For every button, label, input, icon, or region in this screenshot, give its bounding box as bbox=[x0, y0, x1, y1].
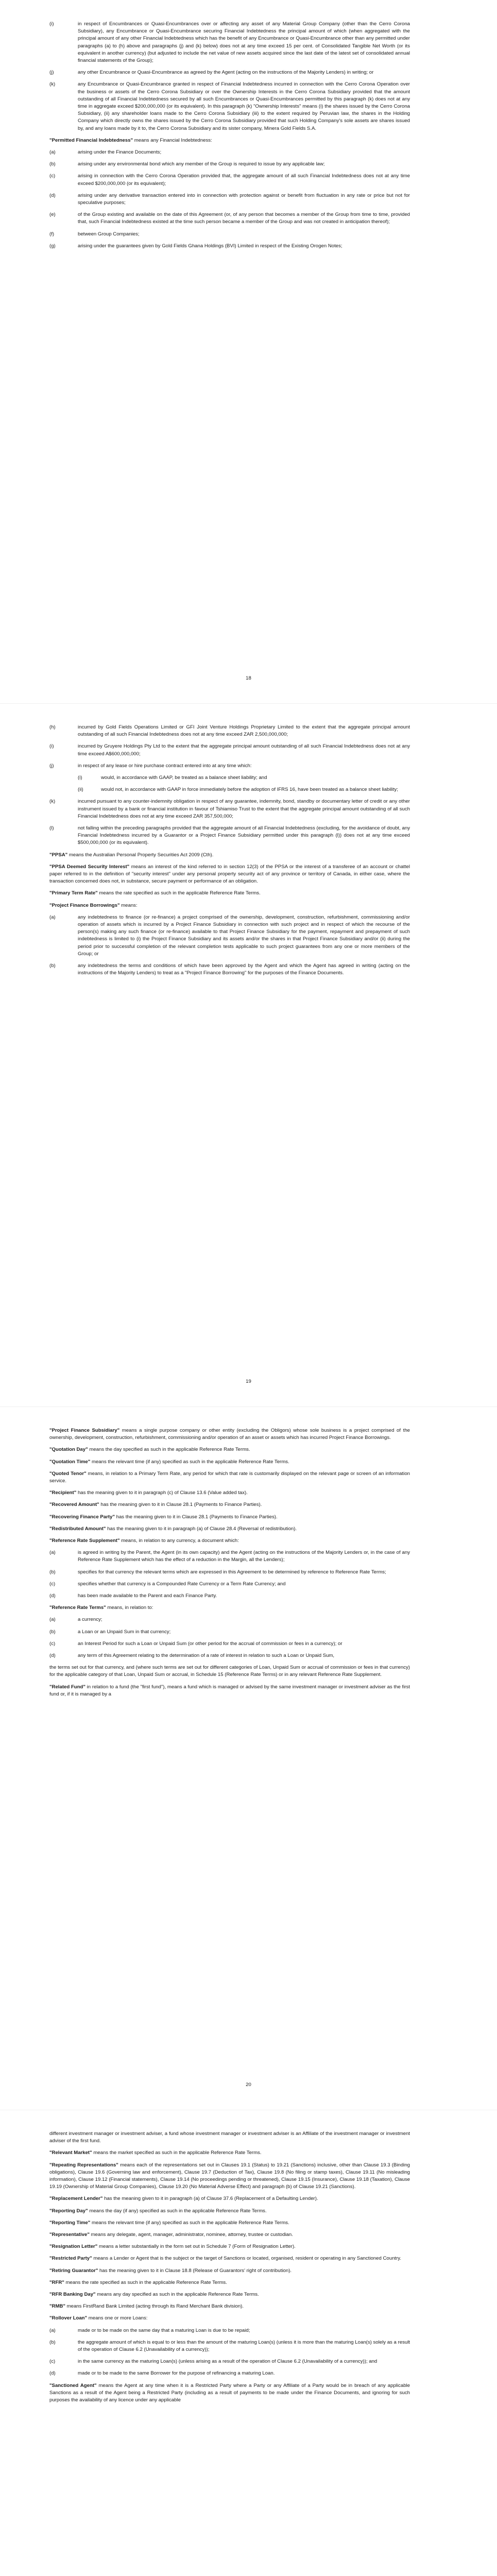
list-item bbox=[49, 1652, 410, 1659]
definition-paragraph bbox=[49, 2130, 410, 2145]
item-text: any term of this Agreement relating to the determination of a rate of interest in relation to such a Loan or Unpaid Sum, bbox=[78, 1653, 335, 1659]
item-text: a currency; bbox=[78, 1617, 102, 1623]
definition-text: means the day specified as such in the applicable Reference Rate Terms. bbox=[88, 1447, 250, 1453]
definition-text: means a Lender or Agent that is the subject or the target of Sanctions or located, organised, resident or operating in any Sanctioned Country. bbox=[92, 2256, 402, 2262]
definition-paragraph bbox=[49, 1514, 410, 1521]
definition-paragraph bbox=[49, 2291, 410, 2298]
defined-term: "Project Finance Borrowings" bbox=[49, 902, 120, 908]
defined-term: "Quotation Day" bbox=[49, 1447, 88, 1453]
defined-term: "Quotation Time" bbox=[49, 1459, 91, 1465]
list-item bbox=[49, 211, 410, 226]
item-label: (a) bbox=[49, 1550, 56, 1556]
list-item bbox=[49, 149, 410, 156]
item-text: an Interest Period for such a Loan or Unpaid Sum (or other period for the accrual of commission or fees in a currency); or bbox=[78, 1640, 342, 1647]
definition-text: has the meaning given to it in Clause 28.1 (Payments to Finance Parties). bbox=[114, 1514, 278, 1520]
list-item bbox=[49, 1640, 410, 1648]
definition-text: means the rate specified as such in the applicable Reference Rate Terms. bbox=[97, 890, 261, 896]
page-number: 19 bbox=[246, 1379, 251, 1384]
definition-text: has the meaning given to it in paragraph (a) of Clause 28.4 (Reversal of redistribution). bbox=[106, 1526, 297, 1532]
page-20-content bbox=[49, 1427, 410, 1703]
definition-paragraph bbox=[49, 1446, 410, 1453]
item-label: (b) bbox=[49, 161, 56, 167]
page-number: 20 bbox=[246, 2082, 251, 2088]
list-item bbox=[49, 2358, 410, 2365]
item-label: (g) bbox=[49, 243, 56, 249]
item-label: (a) bbox=[49, 914, 56, 920]
definition-text: the terms set out for that currency, and (where such terms are set out for different categories of Loan, Unpaid Sum or accrual of commission or fees in that currency) for the applicable category of that Loan, Unpaid Sum or accrual, in Schedule 15 (Reference Rate Terms) or in any relevant Reference Rate Supplement. bbox=[49, 1665, 410, 1678]
defined-term: "Restricted Party" bbox=[49, 2256, 92, 2262]
item-text: incurred by Gruyere Holdings Pty Ltd to the extent that the aggregate principal amount outstanding of all such Financial Indebtedness does not at any time exceed A$600,000,000; bbox=[78, 743, 410, 757]
definition-text: means FirstRand Bank Limited (acting through its Rand Merchant Bank division). bbox=[65, 2303, 244, 2310]
item-label: (d) bbox=[49, 1593, 56, 1599]
defined-term: "Reporting Time" bbox=[49, 2219, 91, 2226]
list-item bbox=[49, 81, 410, 132]
definition-paragraph bbox=[49, 2382, 410, 2404]
list-item bbox=[49, 2370, 410, 2377]
item-text: in respect of any lease or hire purchase contract entered into at any time which: bbox=[78, 762, 252, 769]
defined-term: "Rollover Loan" bbox=[49, 2315, 88, 2321]
definition-text: means a single purpose company or other entity (excluding the Obligors) whose sole business is a project comprised of the ownership, development, construction, refurbishment, commissioning and/or operation of an asset or assets which has incurred Project Finance Borrowings. bbox=[49, 1428, 410, 1441]
item-label: (i) bbox=[49, 21, 54, 27]
item-text: any indebtedness to finance (or re-finance) a project comprised of the ownership, development, construction, refurbishment, commissioning and/or operation of assets which is incurred by a Project Finance Subsidiary in connection with such project and in respect of which the recourse of the person(s) making any such finance (or re-finance) available to that Project Finance Subsidiary for the payment, repayment and prepayment of such indebtedness is limited to (i) the Project Finance Subsidiary and its assets and/or the shares in that Project Finance Subsidiary and/or (ii) during the period prior to successful completion of the relevant completion tests applicable to such project guarantees from any one or more members of the Group; or bbox=[78, 914, 410, 957]
item-text: a Loan or an Unpaid Sum in that currency; bbox=[78, 1629, 171, 1635]
defined-term: "Related Fund" bbox=[49, 1684, 85, 1690]
page-18-content bbox=[49, 21, 410, 255]
definition-paragraph bbox=[49, 902, 410, 909]
defined-term: "Quoted Tenor" bbox=[49, 1470, 87, 1477]
definition-paragraph bbox=[49, 1470, 410, 1485]
item-label: (c) bbox=[49, 1581, 56, 1587]
definition-text: means the relevant time (if any) specified as such in the applicable Reference Rate Terms. bbox=[90, 2219, 289, 2226]
page-21-content bbox=[49, 2130, 410, 2409]
definition-paragraph bbox=[49, 2149, 410, 2157]
definition-text: means, in relation to any currency, a document which: bbox=[119, 1538, 239, 1544]
definition-text: means one or more Loans: bbox=[87, 2315, 148, 2321]
defined-term: "Project Finance Subsidiary" bbox=[49, 1428, 120, 1433]
definition-text: different investment manager or investment adviser, a fund whose investment manager or investment adviser is an Affiliate of the investment manager or investment adviser of the first fund. bbox=[49, 2131, 410, 2144]
item-label: (b) bbox=[49, 1569, 56, 1575]
defined-term: "RMB" bbox=[49, 2303, 65, 2310]
definition-paragraph bbox=[49, 1684, 410, 1698]
item-label: (f) bbox=[49, 231, 55, 237]
definition-paragraph bbox=[49, 2219, 410, 2227]
item-text: in respect of Encumbrances or Quasi-Encumbrances over or affecting any asset of any Material Group Company (other than the Cerro Corona Subsidiary), any Encumbrance or Quasi-Encumbrance securing Financial Indebtedness the principal amount of which (when aggregated with the principal amount of any other Financial Indebtedness which has the benefit of any Encumbrance or Quasi-Encumbrance other than any permitted under paragraphs (a) to (h) above and paragraphs (j) and (k) below) does not at any time exceed 15 per cent. of Consolidated Tangible Net Worth (or its equivalent in another currency) (but adjusted to include the net value of new assets acquired since the last date of the latest set of consolidated annual financial statements of the Group); bbox=[78, 21, 410, 64]
item-text: any other Encumbrance or Quasi-Encumbrance as agreed by the Agent (acting on the instructions of the Majority Lenders) in writing; or bbox=[78, 70, 374, 76]
definition-paragraph bbox=[49, 890, 410, 897]
item-label: (ii) bbox=[78, 787, 83, 793]
definition-text: means the day (if any) specified as such in the applicable Reference Rate Terms. bbox=[88, 2208, 267, 2214]
item-text: of the Group existing and available on the date of this Agreement (or, of any person that becomes a member of the Group from time to time, provided that, such Financial Indebtedness existed at the time such person became a member of the Group and was not created in anticipation thereof); bbox=[78, 212, 410, 225]
defined-term: "Reference Rate Supplement" bbox=[49, 1538, 120, 1544]
definition-paragraph bbox=[49, 852, 410, 859]
list-item bbox=[49, 21, 410, 64]
item-label: (c) bbox=[49, 173, 56, 179]
defined-term: "RFR" bbox=[49, 2279, 64, 2285]
definition-text: means the relevant time (if any) specified as such in the applicable Reference Rate Terms. bbox=[90, 1459, 289, 1465]
definition-paragraph bbox=[49, 2255, 410, 2262]
item-text: would not, in accordance with GAAP in force immediately before the adoption of IFRS 16, have been treated as a balance sheet liability; bbox=[101, 787, 398, 793]
item-text: arising under any environmental bond which any member of the Group is required to issue by any applicable law; bbox=[78, 161, 325, 167]
item-label: (a) bbox=[49, 2327, 56, 2333]
item-text: between Group Companies; bbox=[78, 231, 140, 237]
definition-text: means, in relation to: bbox=[106, 1605, 153, 1611]
list-item bbox=[49, 192, 410, 207]
definition-text: means, in relation to a Primary Term Rate, any period for which that rate is customarily displayed on the relevant page or screen of an information service. bbox=[49, 1470, 410, 1484]
definition-paragraph bbox=[49, 1489, 410, 1497]
item-label: (k) bbox=[49, 81, 56, 88]
definition-text: has the meaning given to it in Clause 28.1 (Payments to Finance Parties). bbox=[99, 1502, 262, 1508]
definition-text: has the meaning given to it in paragraph (c) of Clause 13.6 (Value added tax). bbox=[76, 1490, 248, 1496]
definition-paragraph bbox=[49, 1501, 410, 1509]
item-label: (d) bbox=[49, 1653, 56, 1659]
defined-term: "Reporting Day" bbox=[49, 2208, 88, 2214]
list-item bbox=[49, 1549, 410, 1564]
list-item bbox=[49, 1616, 410, 1623]
item-text: any Encumbrance or Quasi-Encumbrance granted in respect of Financial Indebtedness incurred in connection with the Cerro Corona Operation over the business or assets of the Cerro Corona Subsidiary or over the Ownership Interests in the Cerro Corona Subsidiary provided that the amount outstanding of all Financial Indebtedness secured by all such Encumbrances or Quasi-Encumbrances permitted by this paragraph (k) does not at any time in aggregate exceed $200,000,000 (or its equivalent). In this paragraph (k) "Ownership Interests" means (i) the shares issued by the Cerro Corona Subsidiary, (ii) any shareholder loans made to the Cerro Corona Subsidiary (iii) to the extent required by Peruvian law, the shares in the Holding Company which directly owns the shares issued by the Cerro Corona Subsidiary provided that such Holding Company's sole assets are shares issued by, and any loans made by it to, the Cerro Corona Subsidiary and its sister company, Minera Gold Fields S.A. bbox=[78, 81, 410, 131]
item-label: (d) bbox=[49, 192, 56, 198]
item-label: (k) bbox=[49, 799, 56, 805]
list-item bbox=[49, 825, 410, 847]
definition-paragraph bbox=[49, 2162, 410, 2191]
definition-text: means the Agent at any time when it is a Restricted Party where a Party or any Affiliate of a Party would be in breach of any applicable Sanctions as a result of the Agent being a Restricted Party (including as a result of payments to be made under the Finance Documents, and ignoring for such purposes the availability of any licence under any applicable bbox=[49, 2382, 410, 2403]
item-text: is agreed in writing by the Parent, the Agent (in its own capacity) and the Agent (acting on the instructions of the Majority Lenders or, in the case of any Reference Rate Supplement which has the effect of a reduction in the Margin, all the Lenders); bbox=[78, 1550, 410, 1563]
item-text: arising under the Finance Documents; bbox=[78, 149, 162, 156]
defined-term: "Representative" bbox=[49, 2232, 90, 2238]
defined-term: "Recipient" bbox=[49, 1490, 77, 1496]
item-text: arising under any derivative transaction entered into in connection with protection against or benefit from fluctuation in any rate or price but not for speculative purposes; bbox=[78, 192, 410, 206]
item-text: would, in accordance with GAAP, be treated as a balance sheet liability; and bbox=[101, 775, 267, 781]
definition-paragraph bbox=[49, 2267, 410, 2275]
page-separator bbox=[0, 1406, 497, 1407]
list-item bbox=[49, 743, 410, 757]
definition-text: means any day specified as such in the applicable Reference Rate Terms. bbox=[95, 2292, 259, 2298]
item-label: (i) bbox=[78, 775, 82, 781]
defined-term: "Primary Term Rate" bbox=[49, 890, 98, 896]
item-text: arising under the guarantees given by Gold Fields Ghana Holdings (BVI) Limited in respect of the Existing Orogen Notes; bbox=[78, 243, 342, 249]
list-item bbox=[49, 243, 410, 250]
defined-term: "Reference Rate Terms" bbox=[49, 1605, 106, 1611]
item-label: (i) bbox=[49, 743, 54, 750]
definition-paragraph bbox=[49, 2195, 410, 2202]
defined-term: "Replacement Lender" bbox=[49, 2196, 103, 2202]
defined-term: "PPSA" bbox=[49, 852, 68, 858]
item-label: (b) bbox=[49, 1629, 56, 1635]
item-label: (h) bbox=[49, 724, 56, 730]
item-label: (l) bbox=[49, 825, 54, 832]
defined-term: "Resignation Letter" bbox=[49, 2244, 98, 2250]
item-text: made or to be made on the same day that a maturing Loan is due to be repaid; bbox=[78, 2327, 250, 2333]
list-item bbox=[49, 962, 410, 977]
item-text: the aggregate amount of which is equal to or less than the amount of the maturing Loan(s) (unless it is more than the maturing Loan(s) solely as a result of the operation of Clause 6.2 (Unavailability of a currency)); bbox=[78, 2339, 410, 2353]
definition-paragraph bbox=[49, 863, 410, 886]
definition-text: means the Australian Personal Property Securities Act 2009 (Cth). bbox=[67, 852, 214, 858]
definition-paragraph bbox=[49, 2303, 410, 2310]
definition-text: means each of the representations set out in Clauses 19.1 (Status) to 19.21 (Sanctions) inclusive, other than Clause 19.3 (Binding obligations), Clause 19.6 (Governing law and enforcement), Clause 19.7 (Deduction of Tax), Clause 19.8 (No filing or stamp taxes), Clause 19.11 (No misleading information), Clause 19.12 (Financial statements), Clause 19.14 (No proceedings pending or threatened), Clause 19.15 (Insurance), Clause 19.18 (Taxation), Clause 19.19 (Ownership of Material Group Companies), Clause 19.20 (No Material Adverse Effect) and paragraph (b) of Clause 19.21 (Sanctions). bbox=[49, 2162, 410, 2190]
definition-paragraph bbox=[49, 1526, 410, 1533]
defined-term: "Repeating Representations" bbox=[49, 2162, 118, 2168]
list-item bbox=[49, 161, 410, 168]
definition-paragraph bbox=[49, 2315, 410, 2322]
item-label: (e) bbox=[49, 212, 56, 218]
sub-list-item bbox=[78, 786, 410, 793]
list-item bbox=[49, 173, 410, 187]
item-text: specifies whether that currency is a Compounded Rate Currency or a Term Rate Currency; and bbox=[78, 1581, 286, 1587]
definition-text: means a letter substantially in the form set out in Schedule 7 (Form of Resignation Letter). bbox=[97, 2244, 296, 2250]
definition-paragraph bbox=[49, 137, 410, 144]
item-label: (a) bbox=[49, 149, 56, 156]
item-text: incurred by Gold Fields Operations Limited or GFI Joint Venture Holdings Proprietary Limited to the extent that the aggregate principal amount outstanding of all such Financial Indebtedness does not at any time exceed ZAR 2,500,000,000; bbox=[78, 724, 410, 738]
definition-paragraph bbox=[49, 1604, 410, 1612]
list-item bbox=[49, 69, 410, 76]
item-text: not falling within the preceding paragraphs provided that the aggregate amount of all Financial Indebtedness (excluding, for the avoidance of doubt, any Financial Indebtedness incurred by a Guarantor or a Project Finance Subsidiary permitted under this paragraph (l)) does not at any time exceed $500,000,000 (or its equivalent). bbox=[78, 825, 410, 846]
list-item bbox=[49, 914, 410, 958]
list-item bbox=[49, 2339, 410, 2353]
definition-text: has the meaning given to it in Clause 18.8 (Release of Guarantors' right of contribution). bbox=[98, 2267, 292, 2274]
definition-paragraph bbox=[49, 2208, 410, 2215]
defined-term: "Permitted Financial Indebtedness" bbox=[49, 137, 133, 143]
list-item bbox=[49, 231, 410, 238]
page-number: 18 bbox=[246, 675, 251, 681]
item-label: (b) bbox=[49, 2339, 56, 2345]
item-text: in the same currency as the maturing Loan(s) (unless arising as a result of the operation of Clause 6.2 (Unavailability of a currency)); and bbox=[78, 2359, 378, 2365]
item-text: has been made available to the Parent and each Finance Party. bbox=[78, 1593, 217, 1599]
page-separator bbox=[0, 703, 497, 704]
definition-paragraph bbox=[49, 2231, 410, 2239]
item-text: specifies for that currency the relevant terms which are expressed in this Agreement to be determined by reference to Reference Rate Terms; bbox=[78, 1569, 386, 1575]
definition-text: means: bbox=[119, 902, 138, 908]
definition-text: means any delegate, agent, manager, administrator, nominee, attorney, trustee or custodian. bbox=[89, 2232, 293, 2238]
item-label: (j) bbox=[49, 762, 54, 769]
sub-list-item bbox=[78, 774, 410, 782]
defined-term: "Sanctioned Agent" bbox=[49, 2382, 97, 2388]
list-item bbox=[49, 1569, 410, 1576]
item-text: arising in connection with the Cerro Corona Operation provided that, the aggregate amount of all such Financial Indebtedness does not at any time exceed $200,000,000 (or its equivalent); bbox=[78, 173, 410, 187]
list-item bbox=[49, 798, 410, 820]
item-label: (c) bbox=[49, 2359, 56, 2365]
item-text: any indebtedness the terms and conditions of which have been approved by the Agent and which the Agent has agreed in writing (acting on the instructions of the Majority Lenders) to treat as a "Project Finance Borrowing" for the purposes of the Finance Documents. bbox=[78, 963, 410, 976]
item-label: (j) bbox=[49, 70, 54, 76]
defined-term: "PPSA Deemed Security Interest" bbox=[49, 863, 130, 870]
defined-term: "Retiring Guarantor" bbox=[49, 2267, 98, 2274]
list-item bbox=[49, 1581, 410, 1588]
item-text: made or to be made to the same Borrower for the purpose of refinancing a maturing Loan. bbox=[78, 2370, 275, 2377]
list-item bbox=[49, 1592, 410, 1600]
item-text: incurred pursuant to any counter-indemnity obligation in respect of any guarantee, indemnity, bond, standby or documentary letter of credit or any other instrument issued by a bank or financial institution in favour of Tshiamiso Trust to the extent that the aggregate principal amount outstanding of all such Financial Indebtedness does not at any time exceed ZAR 357,500,000; bbox=[78, 799, 410, 819]
defined-term: "RFR Banking Day" bbox=[49, 2292, 96, 2298]
list-item bbox=[49, 724, 410, 738]
definition-text: means the market specified as such in the applicable Reference Rate Terms. bbox=[92, 2150, 262, 2156]
definition-paragraph bbox=[49, 1664, 410, 1679]
definition-text: means an interest of the kind referred to in section 12(3) of the PPSA or the interest of a transferee of an account or chattel paper referred to in the definition of "security interest" under any personal property security act of any province or territory of Canada, in either case, where the transaction concerned does not, in substance, secure payment or performance of an obligation. bbox=[49, 863, 410, 885]
definition-text: means any Financial Indebtedness: bbox=[133, 137, 212, 143]
definition-text: in relation to a fund (the "first fund"), means a fund which is managed or advised by the same investment manager or investment adviser as the first fund or, if it is managed by a bbox=[49, 1684, 410, 1697]
definition-text: means the rate specified as such in the applicable Reference Rate Terms. bbox=[64, 2279, 227, 2285]
list-item bbox=[49, 2327, 410, 2334]
definition-paragraph bbox=[49, 2279, 410, 2286]
defined-term: "Recovered Amount" bbox=[49, 1502, 99, 1508]
defined-term: "Relevant Market" bbox=[49, 2150, 92, 2156]
item-label: (d) bbox=[49, 2370, 56, 2377]
list-item bbox=[49, 762, 410, 770]
definition-paragraph bbox=[49, 1537, 410, 1545]
definition-paragraph bbox=[49, 2243, 410, 2250]
item-label: (a) bbox=[49, 1617, 56, 1623]
item-label: (c) bbox=[49, 1640, 56, 1647]
definition-text: has the meaning given to it in paragraph (a) of Clause 37.6 (Replacement of a Defaulting Lender). bbox=[102, 2196, 318, 2202]
defined-term: "Recovering Finance Party" bbox=[49, 1514, 115, 1520]
definition-paragraph bbox=[49, 1427, 410, 1442]
definition-paragraph bbox=[49, 1459, 410, 1466]
defined-term: "Redistributed Amount" bbox=[49, 1526, 106, 1532]
list-item bbox=[49, 1629, 410, 1636]
page-19-content bbox=[49, 724, 410, 981]
item-label: (b) bbox=[49, 963, 56, 969]
